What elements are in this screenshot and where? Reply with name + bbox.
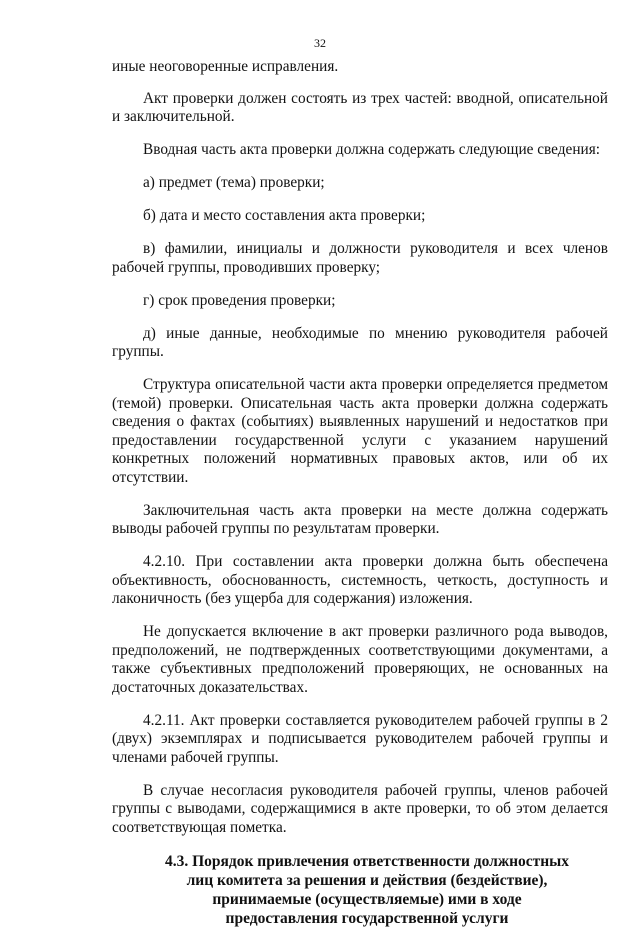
paragraph-continuation: иные неоговоренные исправления. [112, 58, 339, 75]
list-item-b: б) дата и место составления акта проверки; [143, 207, 426, 224]
paragraph-4-2-10: 4.2.10. При составлении акта проверки должна быть обеспечена объективность, обоснованность, системность, четкость, доступность и лаконичность (без ущерба для содержания) изложения. [112, 553, 608, 607]
paragraph-act-structure: Акт проверки должен состоять из трех частей: вводной, описательной и заключительной. [112, 89, 608, 125]
heading-line: предоставления государственной услуги [225, 909, 509, 927]
heading-line: лиц комитета за решения и действия (бездействие), [186, 871, 548, 889]
paragraph-4-2-11: 4.2.11. Акт проверки составляется руководителем рабочей группы в 2 (двух) экземплярах и подписывается руководителем рабочей группы и членами рабочей группы. [112, 711, 608, 766]
list-item-e: д) иные данные, необходимые по мнению руководителя рабочей группы. [112, 324, 608, 360]
heading-line: 4.3. Порядок привлечения ответственности должностных [164, 852, 570, 870]
paragraph-not-allowed: Не допускается включение в акт проверки различного рода выводов, предположений, не подтвержденных соответствующими документами, а также субъективных предположений проверяющих, не основанных на достаточных доказательствах. [112, 623, 608, 696]
list-item-c: в) фамилии, инициалы и должности руководителя и всех членов рабочей группы, проводивших проверку; [112, 240, 608, 276]
paragraph-final-part: Заключительная часть акта проверки на месте должна содержать выводы рабочей группы по результатам проверки. [112, 501, 608, 537]
section-heading-4-3 [112, 852, 608, 928]
list-item-a: а) предмет (тема) проверки; [143, 174, 325, 191]
paragraph-descriptive-part: Структура описательной части акта проверки определяется предметом (темой) проверки. Описательная часть акта проверки должна содержать сведения о фактах (событиях) выявленных нарушений и недостатков при предоставлении государственной услуги с указанием нарушений конкретных положений нормативных правовых актов, или об их отсутствии. [112, 376, 608, 486]
list-item-d: г) срок проведения проверки; [143, 291, 336, 309]
paragraph-intro-part: Вводная часть акта проверки должна содержать следующие сведения: [143, 141, 600, 158]
paragraph-disagreement: В случае несогласия руководителя рабочей группы, членов рабочей группы с выводами, содержащимися в акте проверки, то об этом делается соответствующая пометка. [112, 781, 608, 836]
heading-line: принимаемые (осуществляемые) ими в ходе [212, 890, 522, 908]
document-body [112, 58, 608, 928]
page-number: 32 [314, 36, 326, 50]
